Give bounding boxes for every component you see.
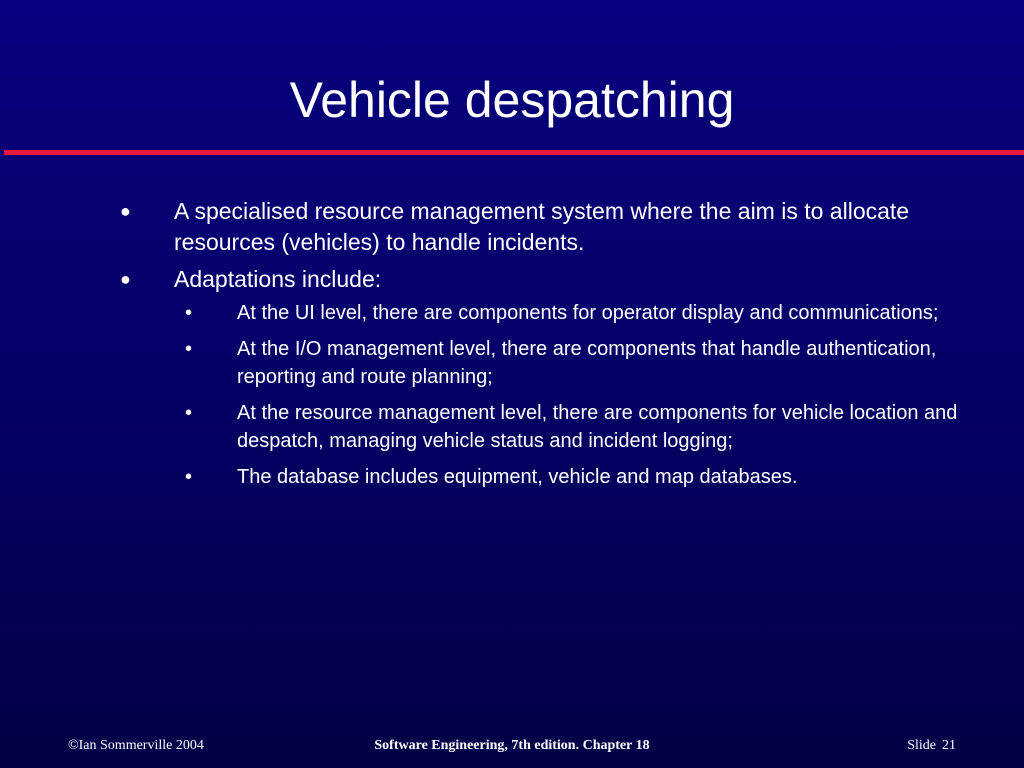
footer-copyright: ©Ian Sommerville 2004 <box>68 738 204 753</box>
sub-bullet-dot-icon: • <box>185 401 193 424</box>
slide-title: Vehicle despatching <box>289 72 735 128</box>
bullet-text: Adaptations include: <box>174 266 382 292</box>
sub-bullet-item <box>120 335 1000 392</box>
bullet-list <box>120 196 1000 498</box>
bullet-item <box>120 264 1000 491</box>
sub-bullet-text: At the resource management level, there are components for vehicle location and despatch, managing vehicle status and incident logging; <box>237 401 958 452</box>
sub-bullet-item <box>120 299 1000 328</box>
sub-bullet-text: At the UI level, there are components for operator display and communications; <box>237 302 939 324</box>
sub-bullet-dot-icon: • <box>185 302 193 324</box>
footer-book-title: Software Engineering, 7th edition. Chapter 18 <box>374 738 650 753</box>
sub-bullet-dot-icon: • <box>185 337 193 360</box>
sub-bullet-text: The database includes equipment, vehicle and map databases. <box>237 465 798 488</box>
sub-bullet-item <box>120 399 1000 456</box>
bullet-dot-icon: ● <box>120 201 131 221</box>
slide-label: Slide <box>907 738 936 753</box>
bullet-item <box>120 196 1000 258</box>
sub-bullet-item <box>120 463 1000 492</box>
sub-bullet-dot-icon: • <box>185 465 193 488</box>
footer-slide-number <box>907 736 956 756</box>
slide-number: 21 <box>942 738 956 753</box>
sub-bullet-text: At the I/O management level, there are components that handle authentication, reporting and route planning; <box>237 337 937 388</box>
title-divider <box>4 150 1024 155</box>
sub-bullet-list <box>174 299 1000 491</box>
bullet-dot-icon: ● <box>120 269 131 289</box>
bullet-text: A specialised resource management system where the aim is to allocate resources (vehicles) to handle incidents. <box>174 198 910 255</box>
